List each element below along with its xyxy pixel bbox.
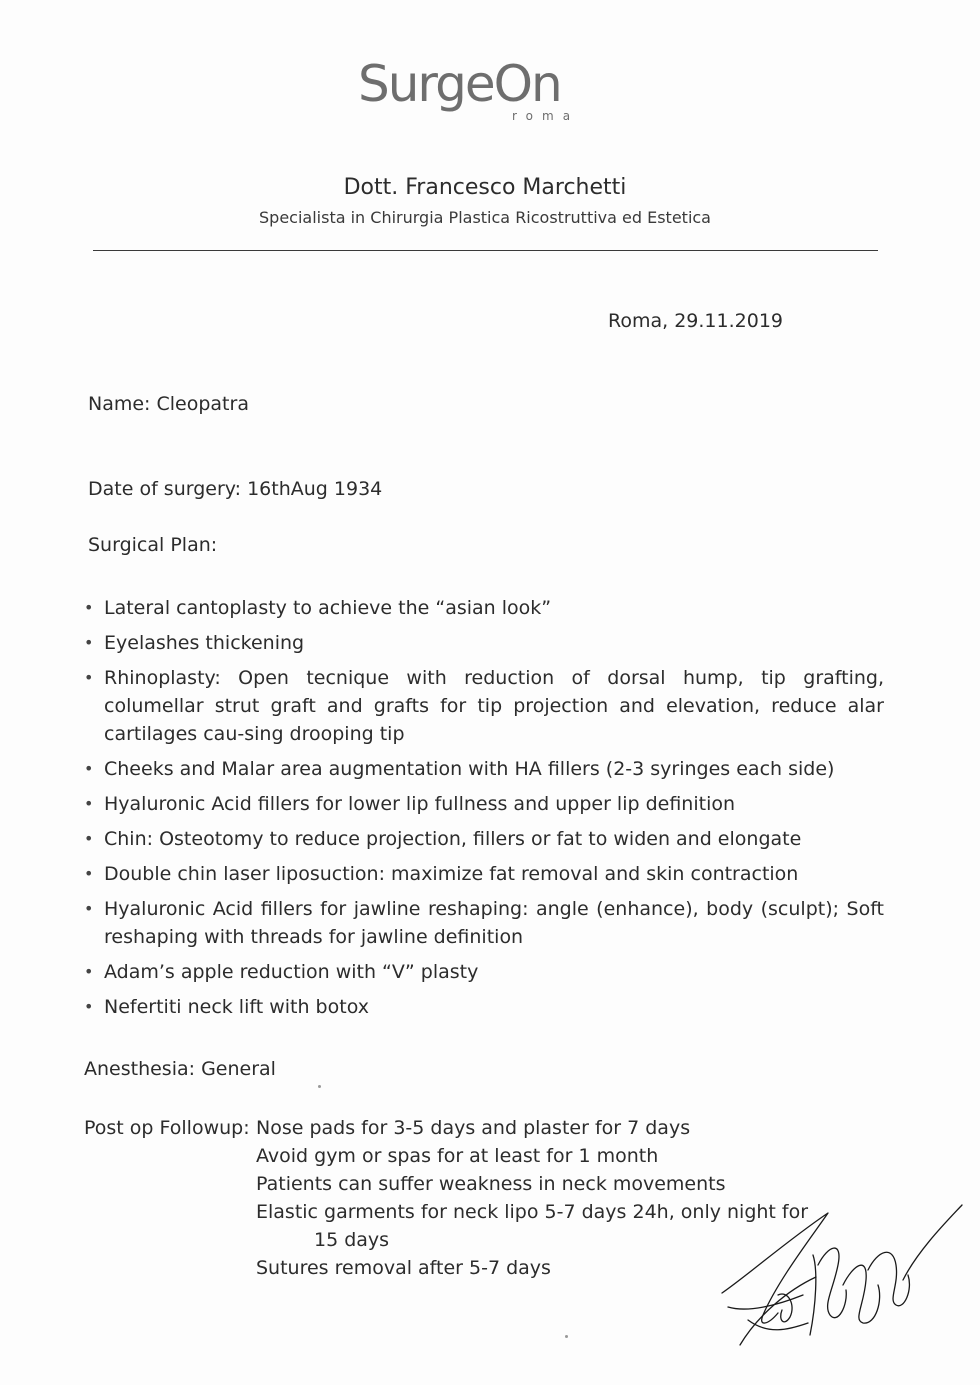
plan-item-text: Nefertiti neck lift with botox	[104, 996, 369, 1018]
bullet-icon: •	[84, 899, 94, 918]
plan-item-text: Double chin laser liposuction: maximize fat removal and skin contraction	[104, 863, 799, 885]
surgical-plan-heading: Surgical Plan:	[88, 534, 218, 556]
header-divider	[93, 250, 878, 251]
logo-wordmark: SurgeOn	[358, 55, 561, 113]
doctor-specialty: Specialista in Chirurgia Plastica Ricostruttiva ed Estetica	[259, 208, 711, 227]
plan-item-text: Adam’s apple reduction with “V” plasty	[104, 961, 479, 983]
plan-item	[84, 825, 884, 853]
plan-item	[84, 594, 884, 622]
logo-subtitle: roma	[512, 109, 580, 123]
scan-speck	[565, 1335, 568, 1338]
plan-item-text: Hyaluronic Acid fillers for jawline reshaping: angle (enhance), body (sculpt); Soft reshaping with threads for jawline definition	[104, 898, 884, 948]
doctor-name: Dott. Francesco Marchetti	[343, 175, 627, 200]
bullet-icon: •	[84, 794, 94, 813]
followup-line: Sutures removal after 5-7 days	[256, 1257, 551, 1279]
followup-line: Nose pads for 3-5 days and plaster for 7 days	[256, 1117, 691, 1139]
plan-item	[84, 755, 884, 783]
clinic-logo	[340, 55, 600, 135]
document-date: Roma, 29.11.2019	[608, 310, 783, 332]
plan-item	[84, 790, 884, 818]
plan-item	[84, 664, 884, 748]
plan-item-text: Lateral cantoplasty to achieve the “asian look”	[104, 597, 552, 619]
bullet-icon: •	[84, 997, 94, 1016]
followup-line: Elastic garments for neck lipo 5-7 days 24h, only night for	[256, 1201, 809, 1223]
anesthesia-line: Anesthesia: General	[84, 1058, 276, 1080]
bullet-icon: •	[84, 962, 94, 981]
plan-item-text: Rhinoplasty: Open tecnique with reduction of dorsal hump, tip grafting, columellar strut graft and grafts for tip projection and elevation, reduce alar cartilages cau-sing drooping tip	[104, 667, 884, 745]
plan-item-text: Cheeks and Malar area augmentation with HA fillers (2-3 syringes each side)	[104, 758, 835, 780]
surgery-date: Date of surgery: 16thAug 1934	[88, 478, 383, 500]
followup-line: Patients can suffer weakness in neck movements	[256, 1173, 726, 1195]
bullet-icon: •	[84, 829, 94, 848]
plan-item-text: Eyelashes thickening	[104, 632, 305, 654]
followup-label: Post op Followup:	[84, 1117, 250, 1139]
bullet-icon: •	[84, 633, 94, 652]
bullet-icon: •	[84, 864, 94, 883]
plan-item	[84, 895, 884, 951]
surgical-plan-list	[84, 594, 884, 1028]
followup-line: Avoid gym or spas for at least for 1 month	[256, 1145, 659, 1167]
scan-speck	[318, 1085, 321, 1088]
bullet-icon: •	[84, 598, 94, 617]
plan-item-text: Chin: Osteotomy to reduce projection, fillers or fat to widen and elongate	[104, 828, 802, 850]
handwritten-signature	[718, 1195, 963, 1355]
plan-item	[84, 958, 884, 986]
bullet-icon: •	[84, 759, 94, 778]
bullet-icon: •	[84, 668, 94, 687]
plan-item-text: Hyaluronic Acid fillers for lower lip fullness and upper lip definition	[104, 793, 736, 815]
plan-item	[84, 993, 884, 1021]
plan-item	[84, 629, 884, 657]
patient-name: Name: Cleopatra	[88, 393, 249, 415]
plan-item	[84, 860, 884, 888]
followup-line: 15 days	[314, 1229, 390, 1251]
